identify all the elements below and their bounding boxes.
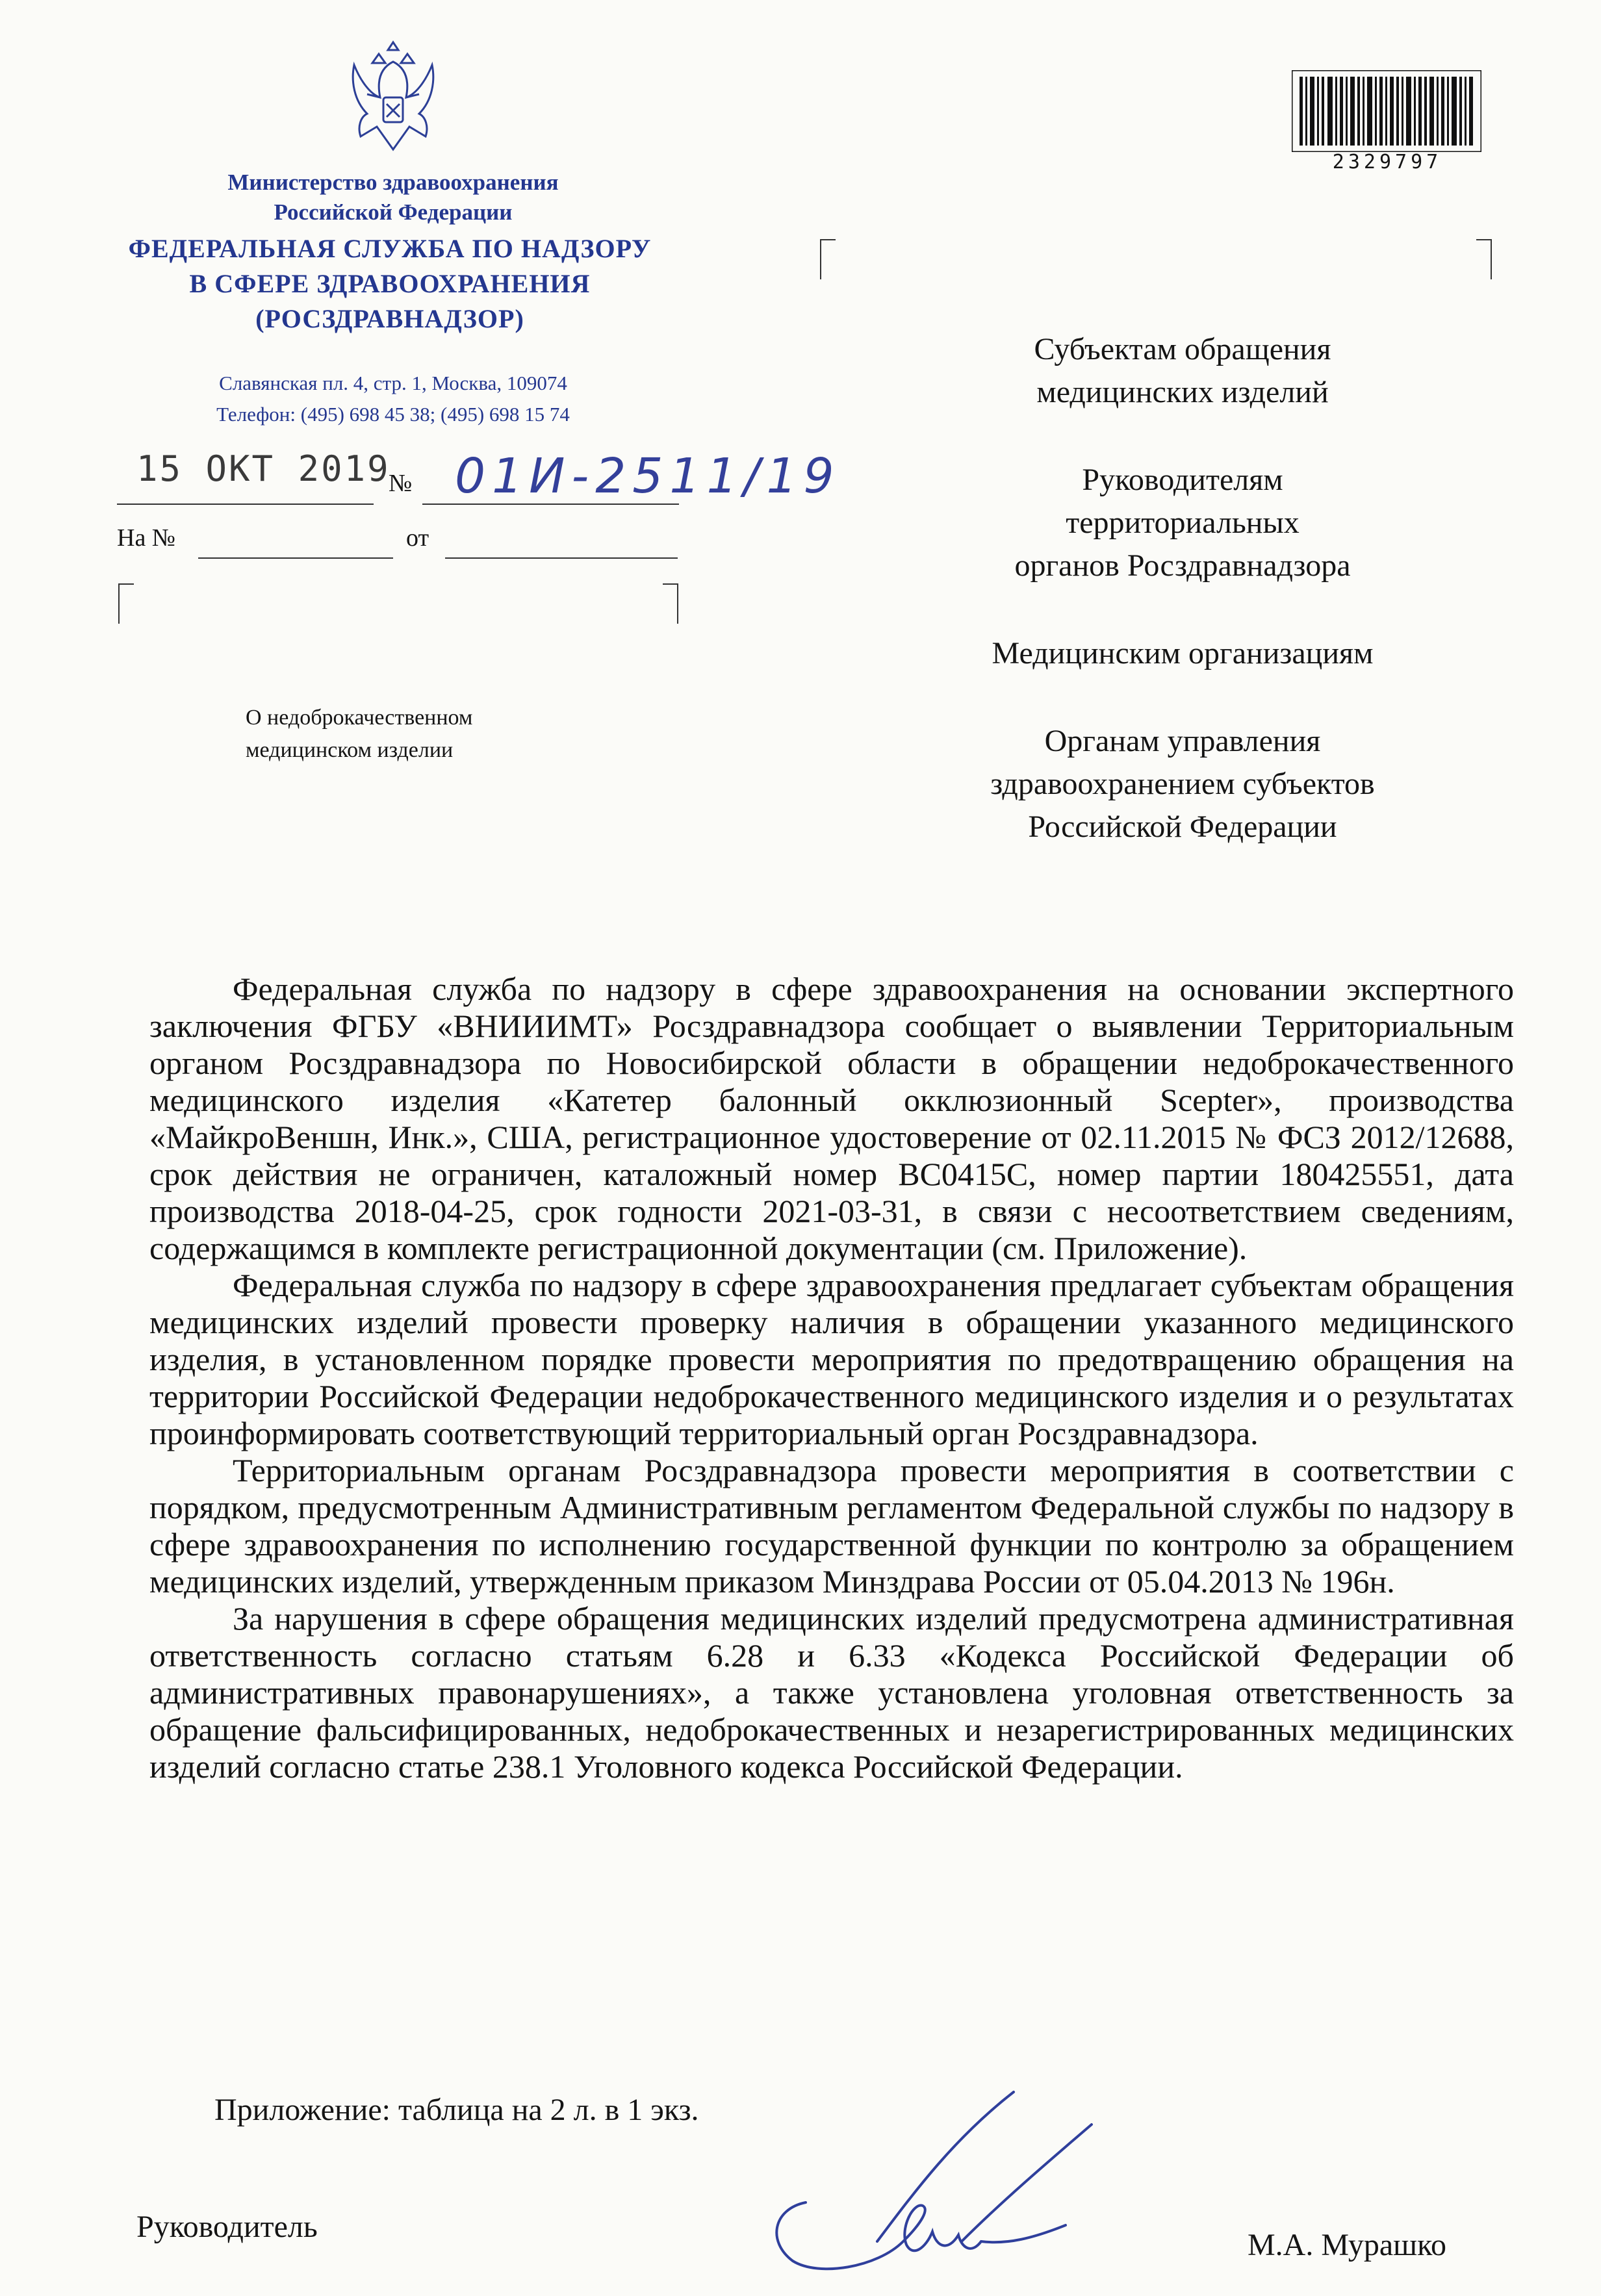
recipient-3 — [903, 632, 1462, 675]
recipient-2-line-2: территориальных — [1066, 505, 1300, 540]
agency-line-3: (РОСЗДРАВНАДЗОР) — [255, 304, 524, 333]
agency-line-2: В СФЕРЕ ЗДРАВООХРАНЕНИЯ — [189, 269, 591, 298]
barcode-image — [1292, 70, 1481, 152]
barcode-number: 2329797 — [1332, 151, 1442, 173]
body-paragraph-4: За нарушения в сфере обращения медицинских изделий предусмотрена административная ответственность согласно статьям 6.28 и 6.33 «Кодекса Российской Федерации об административных правонарушениях», а также установлена уголовная ответственность за обращение фальсифицированных, недоброкачественных и незарегистрированных медицинских изделий согласно статье 238.1 Уголовного кодекса Российской Федерации. — [149, 1600, 1514, 1785]
recipient-1-line-1: Субъектам обращения — [1034, 332, 1331, 366]
number-underline — [422, 504, 679, 505]
recipient-1-line-2: медицинских изделий — [1036, 375, 1329, 409]
recipient-1 — [903, 328, 1462, 414]
recipients-block — [903, 328, 1462, 893]
letter-subject — [246, 702, 570, 767]
ministry-line-1: Министерство здравоохранения — [227, 170, 559, 195]
recipient-2-line-3: органов Росздравнадзора — [1014, 548, 1351, 583]
double-headed-eagle-icon — [341, 36, 445, 162]
handwritten-signature — [767, 2079, 1118, 2287]
reference-date-line — [445, 557, 678, 559]
recipient-2-line-1: Руководителям — [1082, 463, 1283, 497]
agency-line-1: ФЕДЕРАЛЬНАЯ СЛУЖБА ПО НАДЗОРУ — [128, 234, 652, 263]
reference-number-label: На № — [117, 524, 176, 552]
address-corner-left — [118, 583, 134, 624]
ministry-name — [110, 168, 676, 227]
signer-name: М.А. Мурашко — [1248, 2228, 1446, 2262]
body-paragraph-3: Территориальным органам Росздравнадзора провести мероприятия в соответствии с порядком, предусмотренным Административным регламентом Федеральной службы по надзору в сфере здравоохранения по исполнению государственной функции по контролю за обращением медицинских изделий, утвержденным приказом Минздрава России от 05.04.2013 № 196н. — [149, 1452, 1514, 1600]
address-corner-right — [663, 583, 678, 624]
recipient-4-line-1: Органам управления — [1044, 724, 1321, 758]
body-paragraph-2: Федеральная служба по надзору в сфере здравоохранения предлагает субъектам обращения медицинских изделий провести проверку наличия в обращении указанного медицинского изделия, в установленном порядке провести мероприятия по предотвращению обращения на территории Российской Федерации недоброкачественного медицинского изделия и о результатах проинформировать соответствующий территориальный орган Росздравнадзора. — [149, 1267, 1514, 1451]
number-label: № — [389, 470, 413, 497]
reference-number-line — [198, 557, 393, 559]
ministry-line-2: Российской Федерации — [274, 199, 513, 225]
registration-number: 01И-2511/19 — [455, 448, 841, 504]
reference-from-label: от — [406, 524, 429, 552]
recipient-4-line-2: здравоохранением субъектов — [990, 767, 1375, 801]
recipient-2 — [903, 459, 1462, 587]
appendix-note: Приложение: таблица на 2 л. в 1 экз. — [214, 2093, 699, 2127]
recipient-3-line-1: Медицинским организациям — [992, 636, 1374, 670]
agency-contacts — [110, 368, 676, 430]
subject-line-2: медицинском изделии — [246, 738, 454, 762]
recipient-4-line-3: Российской Федерации — [1028, 810, 1337, 844]
subject-line-1: О недоброкачественном — [246, 706, 473, 730]
letter-body — [149, 971, 1514, 1785]
date-stamp: 15 ОКТ 2019 — [136, 448, 391, 489]
date-underline — [117, 504, 374, 505]
recipient-4 — [903, 720, 1462, 848]
recipient-corner-left — [820, 239, 836, 279]
body-paragraph-1: Федеральная служба по надзору в сфере здравоохранения на основании экспертного заключения ФГБУ «ВНИИИМТ» Росздравнадзора сообщает о выявлении Территориальным органом Росздравнадзора по Новосибирской области в обращении недоброкачественного медицинского изделия «Катетер балонный окклюзионный Scepter», производства «МайкроВеншн, Инк.», США, регистрационное удостоверение от 02.11.2015 № ФСЗ 2012/12688, срок действия не ограничен, каталожный номер BC0415C, номер партии 180425551, дата производства 2018-04-25, срок годности 2021-03-31, в связи с несоответствием сведениям, содержащимся в комплекте регистрационной документации (см. Приложение). — [149, 971, 1514, 1266]
agency-address: Славянская пл. 4, стр. 1, Москва, 109074 — [219, 372, 567, 394]
signer-position: Руководитель — [136, 2210, 318, 2244]
agency-name — [65, 231, 715, 337]
recipient-corner-right — [1476, 239, 1492, 279]
agency-phone: Телефон: (495) 698 45 38; (495) 698 15 74 — [216, 403, 570, 426]
